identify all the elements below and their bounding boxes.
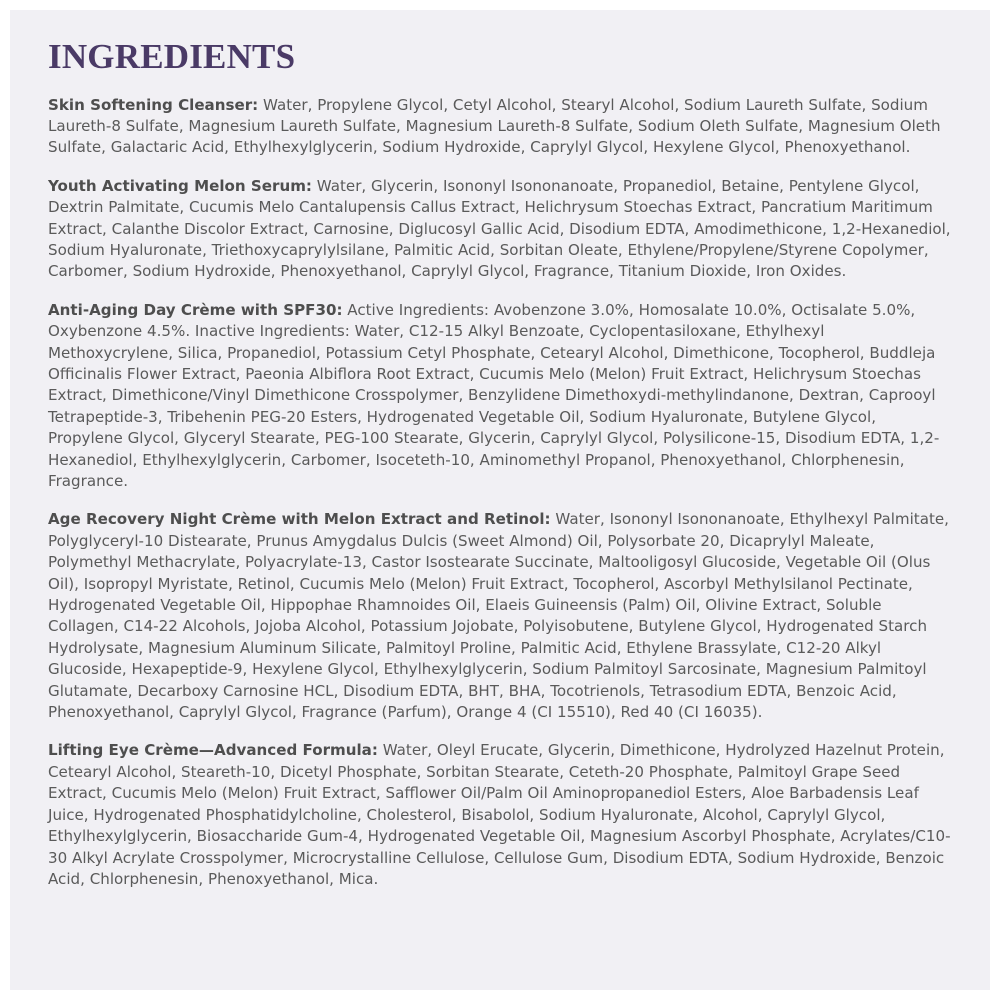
page-title: INGREDIENTS: [48, 37, 296, 76]
section-label: Age Recovery Night Crème with Melon Extract and Retinol:: [48, 510, 551, 529]
section-text: Water, Propylene Glycol, Cetyl Alcohol, Stearyl Alcohol, Sodium Laureth Sulfate, Sodium Laureth-8 Sulfate, Magnesium Laureth Sulfate, Magnesium Laureth-8 Sulfate, Sodium Oleth Sulfate, Magnesium Oleth Sulfate, Galactaric Acid, Ethylhexylglycerin, Sodium Hydroxide, Caprylyl Glycol, Hexylene Glycol, Phenoxyethanol.: [48, 95, 941, 157]
section-text: Water, Isononyl Isononanoate, Ethylhexyl Palmitate, Polyglyceryl-10 Distearate, Prunus Amygdalus Dulcis (Sweet Almond) Oil, Polysorbate 20, Dicaprylyl Maleate, Polymethyl Methacrylate, Polyacrylate-13, Castor Isostearate Succinate, Maltooligosyl Glucoside, Vegetable Oil (Olus Oil), Isopropyl Myristate, Retinol, Cucumis Melo (Melon) Fruit Extract, Tocopherol, Ascorbyl Methylsilanol Pectinate, Hydrogenated Vegetable Oil, Hippophae Rhamnoides Oil, Elaeis Guineensis (Palm) Oil, Olivine Extract, Soluble Collagen, C14-22 Alcohols, Jojoba Alcohol, Potassium Jojobate, Polyisobutene, Butylene Glycol, Hydrogenated Starch Hydrolysate, Magnesium Aluminum Silicate, Palmitoyl Proline, Palmitic Acid, Ethylene Brassylate, C12-20 Alkyl Glucoside, Hexapeptide-9, Hexylene Glycol, Ethylhexylglycerin, Sodium Palmitoyl Sarcosinate, Magnesium Palmitoyl Glutamate, Decarboxy Carnosine HCL, Disodium EDTA, BHT, BHA, Tocotrienols, Tetrasodium EDTA, Benzoic Acid, Phenoxyethanol, Caprylyl Glycol, Fragrance (Parfum), Orange 4 (CI 15510), Red 40 (CI 16035).: [48, 510, 949, 722]
section-anti-aging-day-creme: [48, 300, 952, 493]
section-label: Lifting Eye Crème—Advanced Formula:: [48, 741, 378, 760]
ingredients-panel: [10, 10, 990, 990]
section-age-recovery-night-creme: [48, 509, 952, 723]
section-skin-softening-cleanser: [48, 95, 952, 159]
section-text: Water, Glycerin, Isononyl Isononanoate, Propanediol, Betaine, Pentylene Glycol, Dextrin Palmitate, Cucumis Melo Cantalupensis Callus Extract, Helichrysum Stoechas Extract, Pancratium Maritimum Extract, Calanthe Discolor Extract, Carnosine, Diglucosyl Gallic Acid, Disodium EDTA, Amodimethicone, 1,2-Hexanediol, Sodium Hyaluronate, Triethoxycaprylylsilane, Palmitic Acid, Sorbitan Oleate, Ethylene/Propylene/Styrene Copolymer, Carbomer, Sodium Hydroxide, Phenoxyethanol, Caprylyl Glycol, Fragrance, Titanium Dioxide, Iron Oxides.: [48, 176, 951, 281]
section-label: Skin Softening Cleanser:: [48, 95, 259, 114]
section-text: Active Ingredients: Avobenzone 3.0%, Homosalate 10.0%, Octisalate 5.0%, Oxybenzone 4.5%. Inactive Ingredients: Water, C12-15 Alkyl Benzoate, Cyclopentasiloxane, Ethylhexyl Methoxycrylene, Silica, Propanediol, Potassium Cetyl Phosphate, Cetearyl Alcohol, Dimethicone, Tocopherol, Buddleja Officinalis Flower Extract, Paeonia Albiflora Root Extract, Cucumis Melo (Melon) Fruit Extract, Helichrysum Stoechas Extract, Dimethicone/Vinyl Dimethicone Crosspolymer, Benzylidene Dimethoxydi-methylindanone, Dextran, Caprooyl Tetrapeptide-3, Tribehenin PEG-20 Esters, Hydrogenated Vegetable Oil, Sodium Hyaluronate, Butylene Glycol, Propylene Glycol, Glyceryl Stearate, PEG-100 Stearate, Glycerin, Caprylyl Glycol, Polysilicone-15, Disodium EDTA, 1,2-Hexanediol, Ethylhexylglycerin, Carbomer, Isoceteth-10, Aminomethyl Propanol, Phenoxyethanol, Chlorphenesin, Fragrance.: [48, 300, 940, 490]
section-lifting-eye-creme: [48, 740, 952, 890]
section-text: Water, Oleyl Erucate, Glycerin, Dimethicone, Hydrolyzed Hazelnut Protein, Cetearyl Alcohol, Steareth-10, Dicetyl Phosphate, Sorbitan Stearate, Ceteth-20 Phosphate, Palmitoyl Grape Seed Extract, Cucumis Melo (Melon) Fruit Extract, Safflower Oil/Palm Oil Aminopropanediol Esters, Aloe Barbadensis Leaf Juice, Hydrogenated Phosphatidylcholine, Cholesterol, Bisabolol, Sodium Hyaluronate, Alcohol, Caprylyl Glycol, Ethylhexylglycerin, Biosaccharide Gum-4, Hydrogenated Vegetable Oil, Magnesium Ascorbyl Phosphate, Acrylates/C10-30 Alkyl Acrylate Crosspolymer, Microcrystalline Cellulose, Cellulose Gum, Disodium EDTA, Sodium Hydroxide, Benzoic Acid, Chlorphenesin, Phenoxyethanol, Mica.: [48, 741, 951, 888]
section-label: Anti-Aging Day Crème with SPF30:: [48, 300, 343, 319]
section-youth-activating-melon-serum: [48, 176, 952, 283]
section-label: Youth Activating Melon Serum:: [48, 176, 312, 195]
